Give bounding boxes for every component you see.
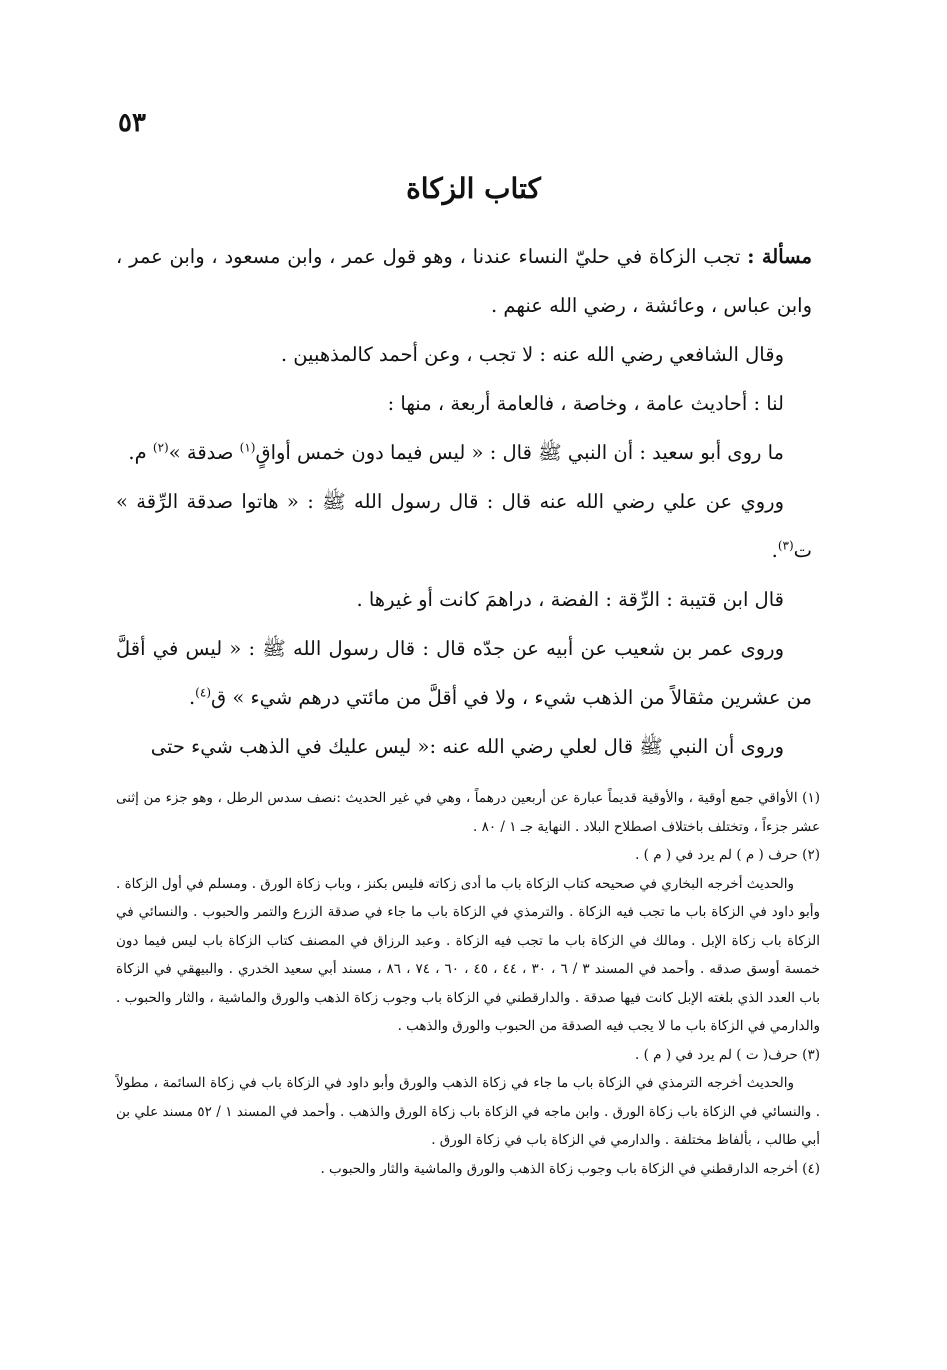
paragraph-abu-said: [116, 428, 812, 477]
footnote-ref-4[interactable]: (٤): [195, 685, 211, 700]
footnote-4: (٤) أخرجه الدارقطني في الزكاة باب وجوب زكاة الذهب والورق والماشية والثار والحبوب .: [320, 1160, 820, 1177]
footnote-ref-2[interactable]: (٢): [152, 440, 169, 455]
amr-text-b: .: [188, 686, 196, 709]
abu-said-text-b: صدقة »: [168, 441, 240, 464]
paragraph-issue: [116, 232, 812, 330]
issue-text: تجب الزكاة في حليّ النساء عندنا ، وهو قول عمر ، وابن مسعود ، وابن عمر ، وابن عباس ، وعائشة ، رضي الله عنهم .: [116, 245, 812, 317]
page-number: ٥٣: [118, 108, 146, 138]
abu-said-text-c: م.: [128, 441, 153, 464]
ali-text-b: .: [771, 539, 778, 562]
footnote-3-body: والحديث أخرجه الترمذي في الزكاة باب ما جاء في زكاة الذهب والورق وأبو داود في الزكاة باب في زكاة السائمة ، مطولاً . والنسائي في الزكاة باب زكاة الورق . وابن ماجه في الزكاة باب زكاة الورق والذهب . وأحمد في المسند ١ / ٥٢ مسند علي بن أبي طالب ، بألفاظ مختلفة . والدارمي في الزكاة باب في زكاة الورق .: [116, 1075, 820, 1148]
abu-said-text-a: ما روى أبو سعيد : أن النبي ﷺ قال : « ليس فيما دون خمس أواقٍ: [255, 441, 784, 464]
footnote-ref-3[interactable]: (٣): [777, 538, 794, 553]
amr-text-a: وروى عمر بن شعيب عن أبيه عن جدّه قال : قال رسول الله ﷺ : « ليس في أقلَّ من عشرين مثقالاً من الذهب شيء ، ولا في أقلَّ من مائتي درهم شيء » ق: [116, 637, 812, 709]
footnote-1: (١) الأواقي جمع أوقية ، والأوقية قديماً عبارة عن أربعين درهماً ، وهي في غير الحديث :نصف سدس الرطل ، وهو جزء من إثنى عشر جزءاً ، وتختلف باختلاف اصطلاح البلاد . النهاية جـ ١ / ٨٠ .: [116, 790, 820, 835]
footnote-ref-1[interactable]: (١): [239, 440, 256, 455]
issue-lead-word: مسألة :: [747, 245, 812, 268]
paragraph-amr: [116, 624, 812, 722]
paragraph-shafii: وقال الشافعي رضي الله عنه : لا تجب ، وعن أحمد كالمذهبين .: [280, 343, 784, 366]
footnote-2-body: والحديث أخرجه البخاري في صحيحه كتاب الزكاة باب ما أدى زكاته فليس بكنز ، وباب زكاة الورق . ومسلم في أول الزكاة . وأبو داود في الزكاة باب ما تجب فيه الزكاة . والترمذي في الزكاة باب ما جاء في صدقة الزرع والتمر والحبوب . والنسائي في الزكاة باب زكاة الإبل . ومالك في الزكاة باب ما تجب فيه الزكاة . وعبد الرزاق في المصنف كتاب الزكاة باب ليس فيما دون خمسة أوسق صدقه . وأحمد في المسند ٣ / ٦ ، ٣٠ ، ٤٤ ، ٤٥ ، ٦٠ ، ٧٤ ، ٨٦ ، مسند أبي سعيد الخدري . والبيهقي في الزكاة باب العدد الذي بلغته الإبل كانت فيها صدقة . والدارقطني في الزكاة باب وجوب زكاة الذهب والورق والماشية ، والثار والحبوب . والدارمي في الزكاة باب ما لا يجب فيه الصدقة من الحبوب والورق والذهب .: [116, 875, 820, 1034]
footnote-3-head: (٣) حرف( ت ) لم يرد في ( م ) .: [635, 1046, 820, 1063]
paragraph-ibn-qutayba: قال ابن قتيبة : الرِّقة : الفضة ، دراهمَ كانت أو غيرها .: [356, 588, 784, 611]
footnote-2-head: (٢) حرف ( م ) لم يرد في ( م ) .: [635, 847, 820, 863]
main-text: [116, 232, 812, 771]
chapter-title: كتاب الزكاة: [406, 172, 541, 205]
paragraph-prophet-ali: وروى أن النبي ﷺ قال لعلي رضي الله عنه :« ليس عليك في الذهب شيء حتى: [150, 735, 784, 758]
footnotes: [116, 784, 820, 1183]
ali-text-a: وروي عن علي رضي الله عنه قال : قال رسول الله ﷺ : « هاتوا صدقة الرِّقة » ت: [116, 490, 812, 562]
paragraph-ali: [116, 477, 812, 575]
paragraph-evidence: لنا : أحاديث عامة ، وخاصة ، فالعامة أربعة ، منها :: [387, 392, 784, 415]
